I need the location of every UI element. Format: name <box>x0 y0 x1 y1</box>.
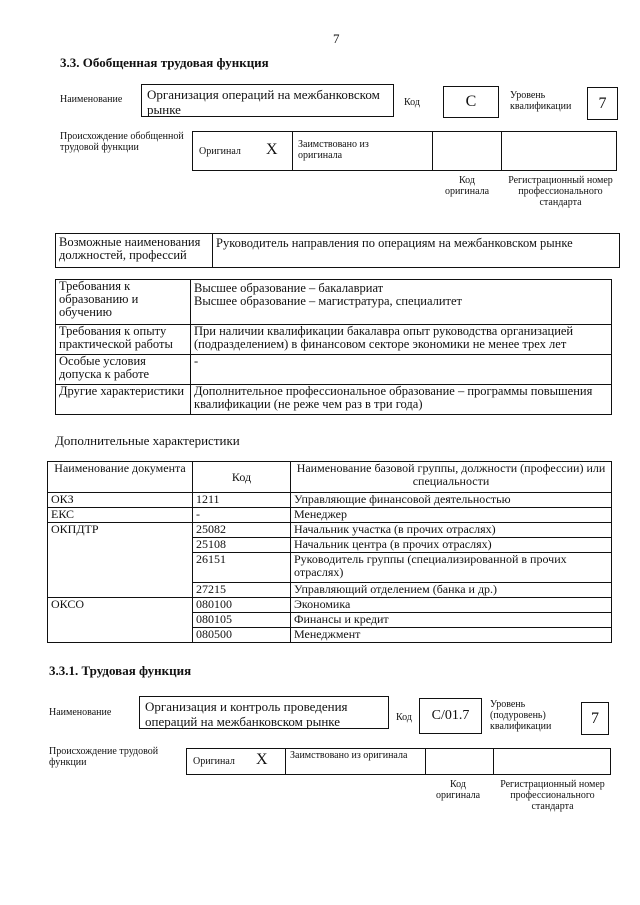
reg-number-label: Регистрационный номер профессионального стандарта <box>508 175 613 208</box>
subsection-heading: 3.3.1. Трудовая функция <box>49 663 192 678</box>
additional-table <box>47 461 612 643</box>
req-label: Особые условия допуска к работе <box>56 355 191 385</box>
header-document: Наименование документа <box>48 462 193 493</box>
req-label: Другие характеристики <box>56 385 191 415</box>
function-code-original-label: Код оригинала <box>435 779 481 801</box>
row-doc: ОКСО <box>48 598 193 643</box>
name-label: Наименование <box>60 94 123 105</box>
header-code: Код <box>193 462 291 493</box>
row-doc: ЕКС <box>48 508 193 523</box>
row-name: Управляющие финансовой деятельностью <box>291 493 612 508</box>
origin-label: Происхождение обобщенной трудовой функции <box>60 131 184 153</box>
row-name: Менеджмент <box>291 628 612 643</box>
code-original-label: Код оригинала <box>444 175 490 197</box>
req-value: При наличии квалификации бакалавра опыт руководства организацией (подразделением) в финансовом секторе экономики не менее трех лет <box>191 325 612 355</box>
function-original-mark: X <box>256 751 268 768</box>
additional-title: Дополнительные характеристики <box>55 433 240 448</box>
job-titles-label: Возможные наименования должностей, профессий <box>56 234 213 268</box>
req-label: Требования к опыту практической работы <box>56 325 191 355</box>
function-code-value: C/01.7 <box>419 698 482 734</box>
borrowed-label: Заимствовано из оригинала <box>298 139 369 161</box>
row-name: Начальник участка (в прочих отраслях) <box>291 523 612 538</box>
original-label: Оригинал <box>199 146 241 157</box>
row-name: Начальник центра (в прочих отраслях) <box>291 538 612 553</box>
row-name: Руководитель группы (специализированной в прочих отраслях) <box>291 553 612 583</box>
page-number: 7 <box>333 31 340 46</box>
function-original-label: Оригинал <box>193 756 235 767</box>
function-reg-number-label: Регистрационный номер профессионального стандарта <box>500 779 605 812</box>
job-titles-value: Руководитель направления по операциям на межбанковском рынке <box>213 234 620 268</box>
name-value: Организация операций на межбанковском рынке <box>141 84 394 117</box>
header-group: Наименование базовой группы, должности (профессии) или специальности <box>291 462 612 493</box>
row-code: 1211 <box>193 493 291 508</box>
function-origin-label: Происхождение трудовой функции <box>49 746 159 768</box>
row-code: 27215 <box>193 583 291 598</box>
row-code: 25082 <box>193 523 291 538</box>
req-value: Дополнительное профессиональное образование – программы повышения квалификации (не реже чем раз в три года) <box>191 385 612 415</box>
function-level-label: Уровень (подуровень) квалификации <box>490 699 552 732</box>
requirements-table <box>55 279 612 415</box>
function-code-label: Код <box>396 712 412 723</box>
row-code: 080100 <box>193 598 291 613</box>
code-value: C <box>443 86 499 118</box>
function-name-label: Наименование <box>49 707 112 718</box>
req-label: Требования к образованию и обучению <box>56 280 191 325</box>
function-name-value: Организация и контроль проведения операций на межбанковском рынке <box>139 696 389 729</box>
req-value: - <box>191 355 612 385</box>
job-titles-table <box>55 233 620 268</box>
row-code: 080105 <box>193 613 291 628</box>
level-label: Уровень квалификации <box>510 90 572 112</box>
req-value: Высшее образование – бакалавриат Высшее образование – магистратура, специалитет <box>191 280 612 325</box>
row-code: 25108 <box>193 538 291 553</box>
level-value: 7 <box>587 87 618 120</box>
function-borrowed-label: Заимствовано из оригинала <box>290 750 408 761</box>
original-mark: X <box>266 141 278 158</box>
row-code: - <box>193 508 291 523</box>
row-name: Управляющий отделением (банка и др.) <box>291 583 612 598</box>
row-name: Экономика <box>291 598 612 613</box>
function-level-value: 7 <box>581 702 609 735</box>
row-doc: ОКПДТР <box>48 523 193 598</box>
row-code: 080500 <box>193 628 291 643</box>
code-label: Код <box>404 97 420 108</box>
row-name: Менеджер <box>291 508 612 523</box>
row-doc: ОКЗ <box>48 493 193 508</box>
row-name: Финансы и кредит <box>291 613 612 628</box>
row-code: 26151 <box>193 553 291 583</box>
section-heading: 3.3. Обобщенная трудовая функция <box>60 55 269 70</box>
